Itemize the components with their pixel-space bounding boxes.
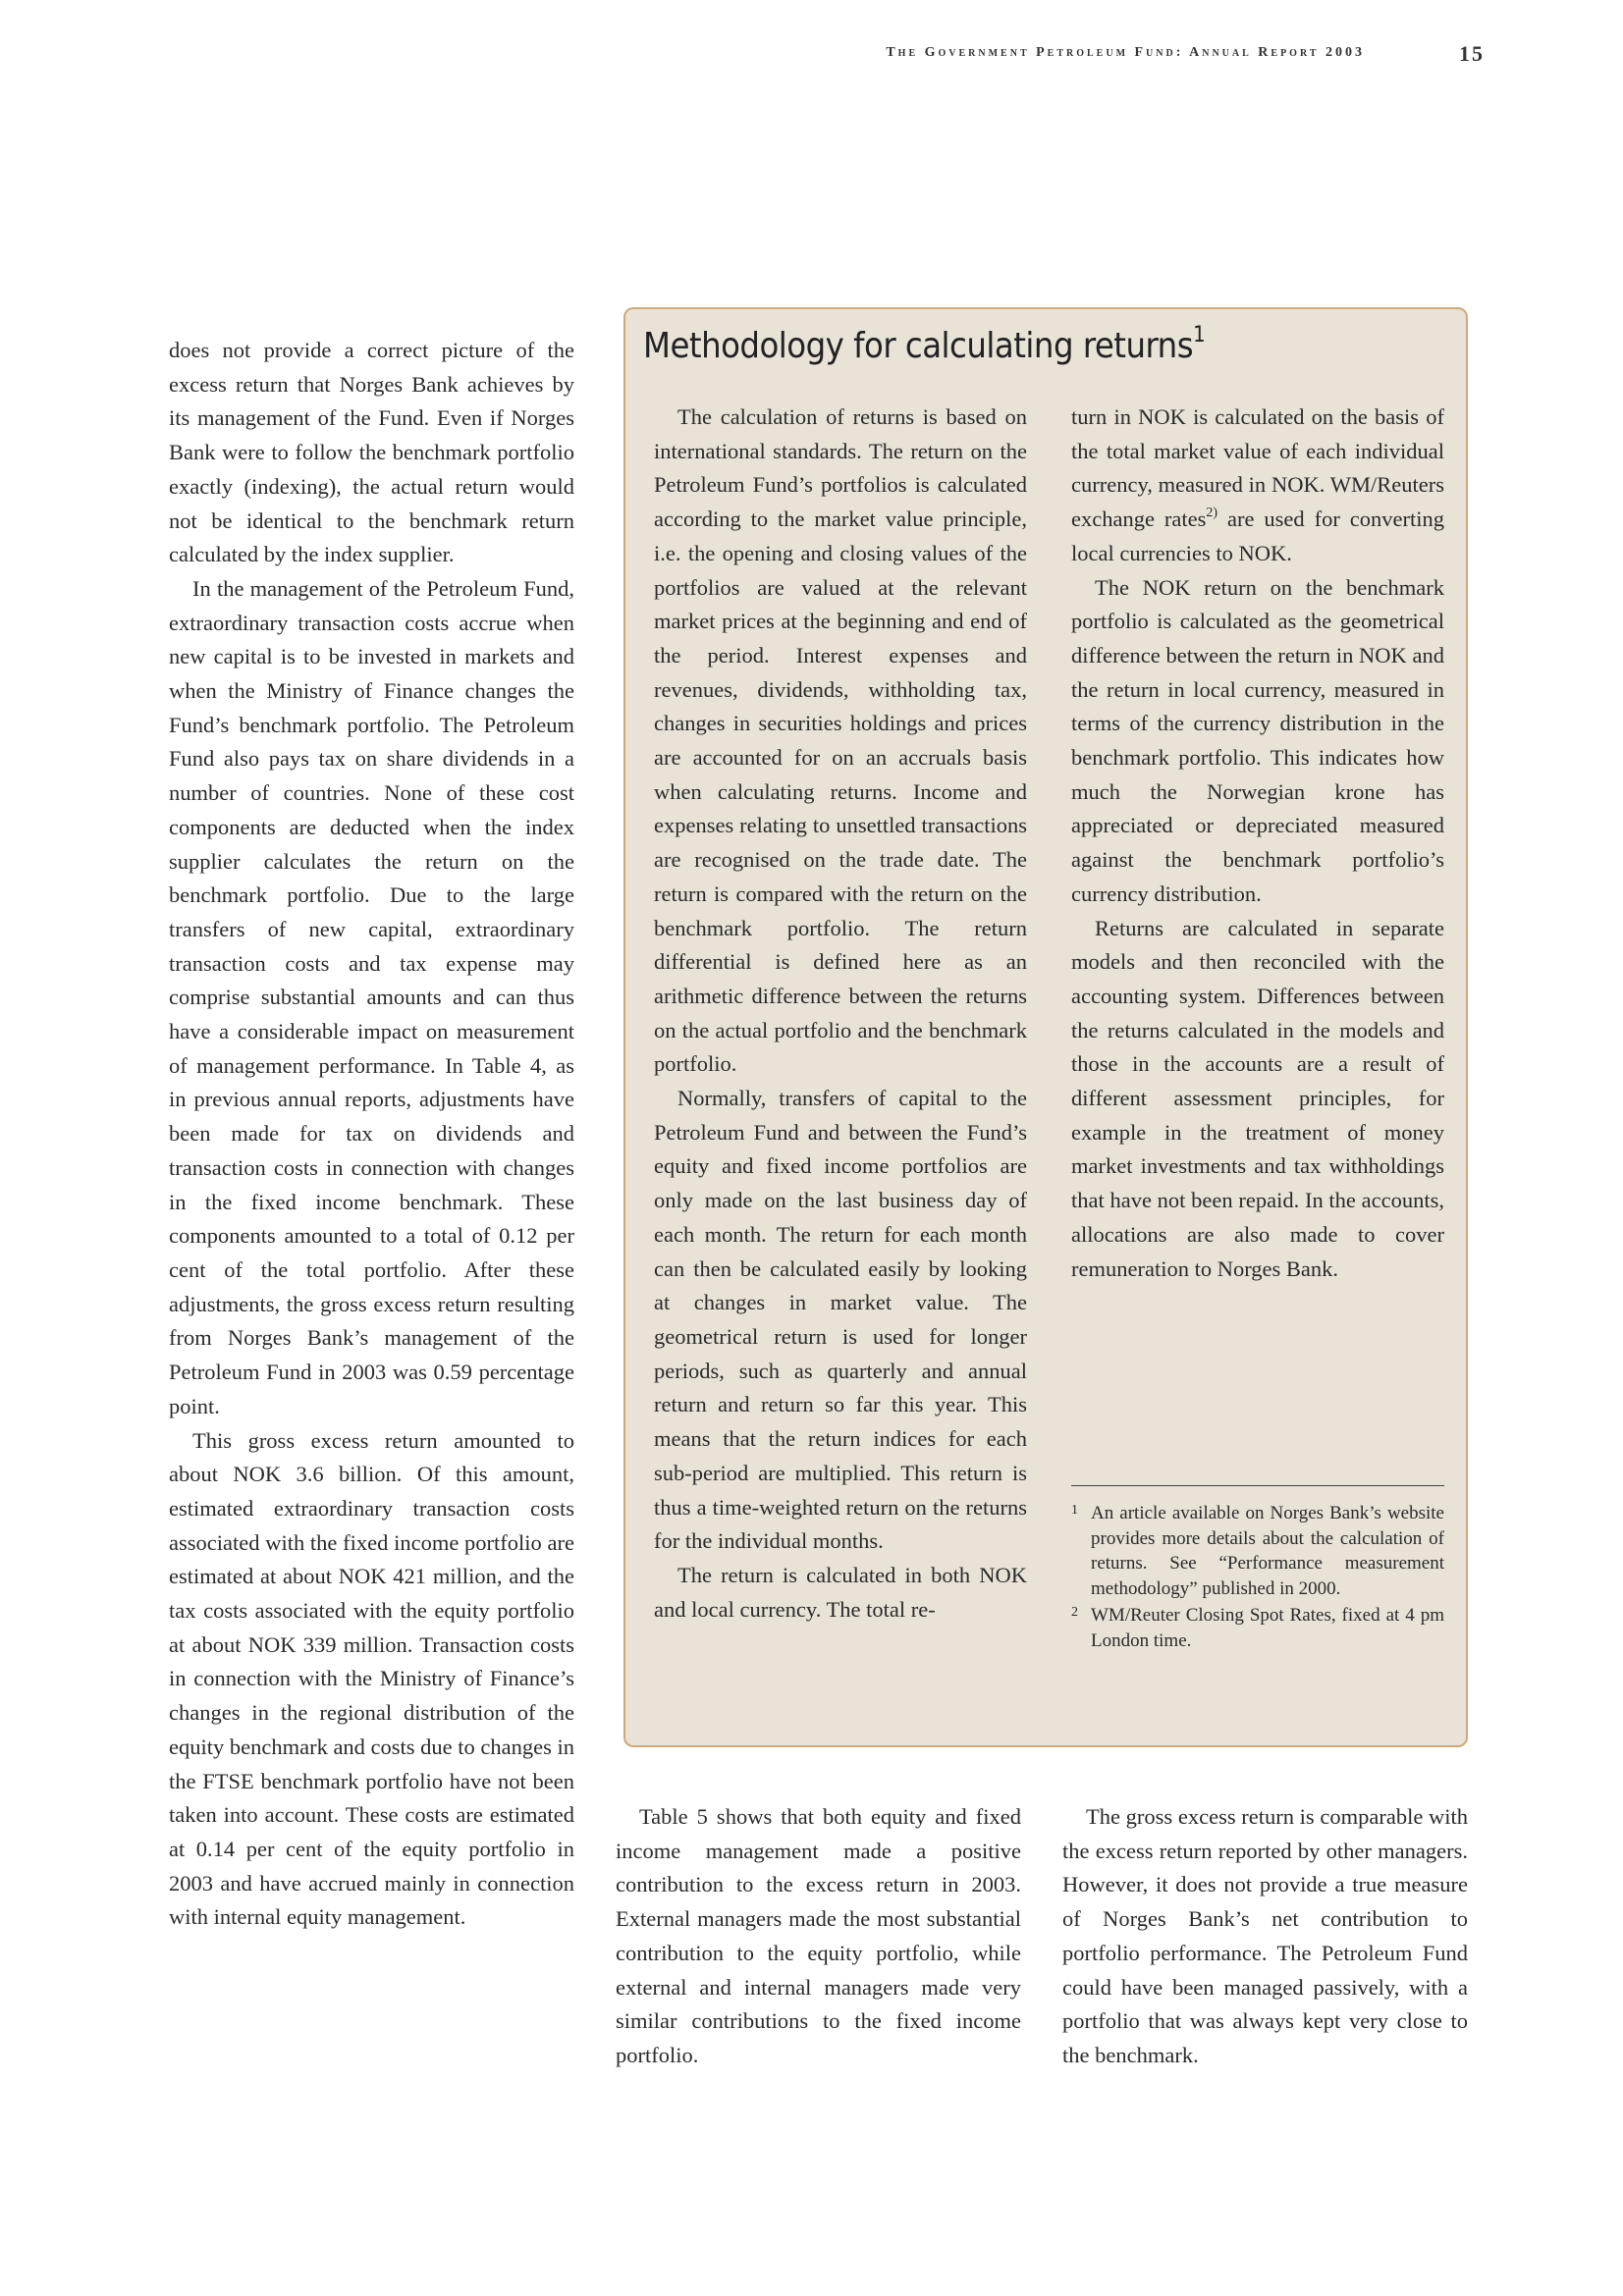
paragraph: Normally, transfers of capital to the Petroleum Fund and between the Fund’s equity and fixed income portfolios are only made on the last business day of each month. The return for each month can then be calculated easily by looking at changes in market value. The geometrical return is used for longer periods, such as quarterly and annual return and return so far this year. This means that the return indices for each sub-period are multiplied. This return is thus a time-weighted return on the returns for the individual months. — [654, 1086, 1027, 1554]
footnote-mark: 1 — [1071, 1503, 1078, 1518]
paragraph: The calculation of returns is based on international standards. The return on the Petroleum Fund’s portfolios is calculated according to the market value principle, i.e. the opening and closing values of the portfolios are valued at the relevant market prices at the beginning and end of the period. Interest expenses and revenues, dividends, withholding tax, changes in securities holdings and prices are accounted for on an accruals basis when calculating returns. Income and expenses relating to unsettled transactions are recognised on the trade date. The return is compared with the return on the benchmark portfolio. The return differential is defined here as an arithmetic difference between the returns on the actual portfolio and the benchmark portfolio. — [654, 404, 1027, 1077]
footnote-ref: 1 — [1193, 323, 1206, 347]
bottom-middle-column — [616, 1800, 1021, 2073]
paragraph: The NOK return on the benchmark portfolio is calculated as the geometrical difference between the return in NOK and the return in local currency, measured in terms of the currency distribution in the benchmark portfolio. This indicates how much the Norwegian krone has appreciated or depreciated measured against the benchmark portfolio’s currency distribution. — [1071, 574, 1444, 906]
footnote-mark: 2 — [1071, 1605, 1078, 1621]
footnote-ref: 2) — [1206, 506, 1218, 521]
page-number: 15 — [1459, 41, 1485, 66]
paragraph — [1071, 400, 1444, 571]
running-header-title: The Government Petroleum Fund: Annual Report 2003 — [886, 45, 1365, 60]
box-title — [643, 323, 1448, 378]
footnote-divider — [1071, 1485, 1444, 1486]
paragraph: Table 5 shows that both equity and fixed income management made a positive contribution to the excess return in 2003. External managers made the most substantial contribution to the equity portfolio, while external and internal managers made very similar contributions to the fixed income portfolio. — [616, 1804, 1021, 2067]
paragraph: does not provide a correct picture of the excess return that Norges Bank achieves by its management of the Fund. Even if Norges Bank were to follow the benchmark portfolio exactly (indexing), the actual return would not be identical to the benchmark return calculated by the index supplier. — [169, 338, 574, 567]
footnotes — [1071, 1501, 1444, 1656]
paragraph-text: turn in NOK is calculated on the basis of the total market value of each individual currency, measured in NOK. WM/Reuters exchange rates — [1071, 404, 1444, 532]
bottom-right-column — [1062, 1800, 1468, 2073]
footnote — [1071, 1603, 1444, 1653]
methodology-sidebar-box — [623, 307, 1468, 1747]
paragraph: In the management of the Petroleum Fund, extraordinary transaction costs accrue when new capital is to be invested in markets and when the Ministry of Finance changes the Fund’s benchmark portfolio. The Petroleum Fund also pays tax on share dividends in a number of countries. None of these cost components are deducted when the index supplier calculates the return on the benchmark portfolio. Due to the large transfers of new capital, extraordinary transaction costs and tax expense may comprise substantial amounts and can thus have a considerable impact on measurement of management performance. In Table 4, as in previous annual reports, adjustments have been made for tax on dividends and transaction costs in connection with changes in the fixed income benchmark. These components amounted to a total of 0.12 per cent of the total portfolio. After these adjustments, the gross excess return resulting from Norges Bank’s management of the Petroleum Fund in 2003 was 0.59 percentage point. — [169, 575, 574, 1418]
left-text-column — [169, 334, 574, 1935]
paragraph: The return is calculated in both NOK and local currency. The total re- — [654, 1562, 1027, 1622]
box-column-right — [1071, 400, 1444, 1286]
box-title-text: Methodology for calculating returns — [643, 326, 1194, 366]
footnote-text: WM/Reuter Closing Spot Rates, fixed at 4 pm London time. — [1091, 1605, 1444, 1651]
paragraph: This gross excess return amounted to about NOK 3.6 billion. Of this amount, estimated extraordinary transaction costs associated with the fixed income portfolio are estimated at about NOK 421 million, and the tax costs associated with the equity portfolio at about NOK 339 million. Transaction costs in connection with the Ministry of Finance’s changes in the regional distribution of the equity benchmark and costs due to changes in the FTSE benchmark portfolio have not been taken into account. These costs are estimated at 0.14 per cent of the equity portfolio in 2003 and have accrued mainly in connection with internal equity management. — [169, 1427, 575, 1930]
box-column-left — [654, 400, 1027, 1627]
footnote-text: An article available on Norges Bank’s website provides more details about the calculation of returns. See “Performance measurement methodology” published in 2000. — [1091, 1503, 1444, 1599]
paragraph: Returns are calculated in separate models and then reconciled with the accounting system. Differences between the returns calculated in the models and those in the accounts are a result of different assessment principles, for example in the treatment of money market investments and tax withholdings that have not been repaid. In the accounts, allocations are also made to cover remuneration to Norges Bank. — [1071, 915, 1444, 1281]
footnote — [1071, 1501, 1444, 1601]
paragraph-text: are used for converting local currencies to NOK. — [1071, 507, 1444, 565]
paragraph: The gross excess return is comparable with the excess return reported by other managers. However, it does not provide a true measure of Norges Bank’s net contribution to portfolio performance. The Petroleum Fund could have been managed passively, with a portfolio that was always kept very close to the benchmark. — [1062, 1804, 1468, 2067]
